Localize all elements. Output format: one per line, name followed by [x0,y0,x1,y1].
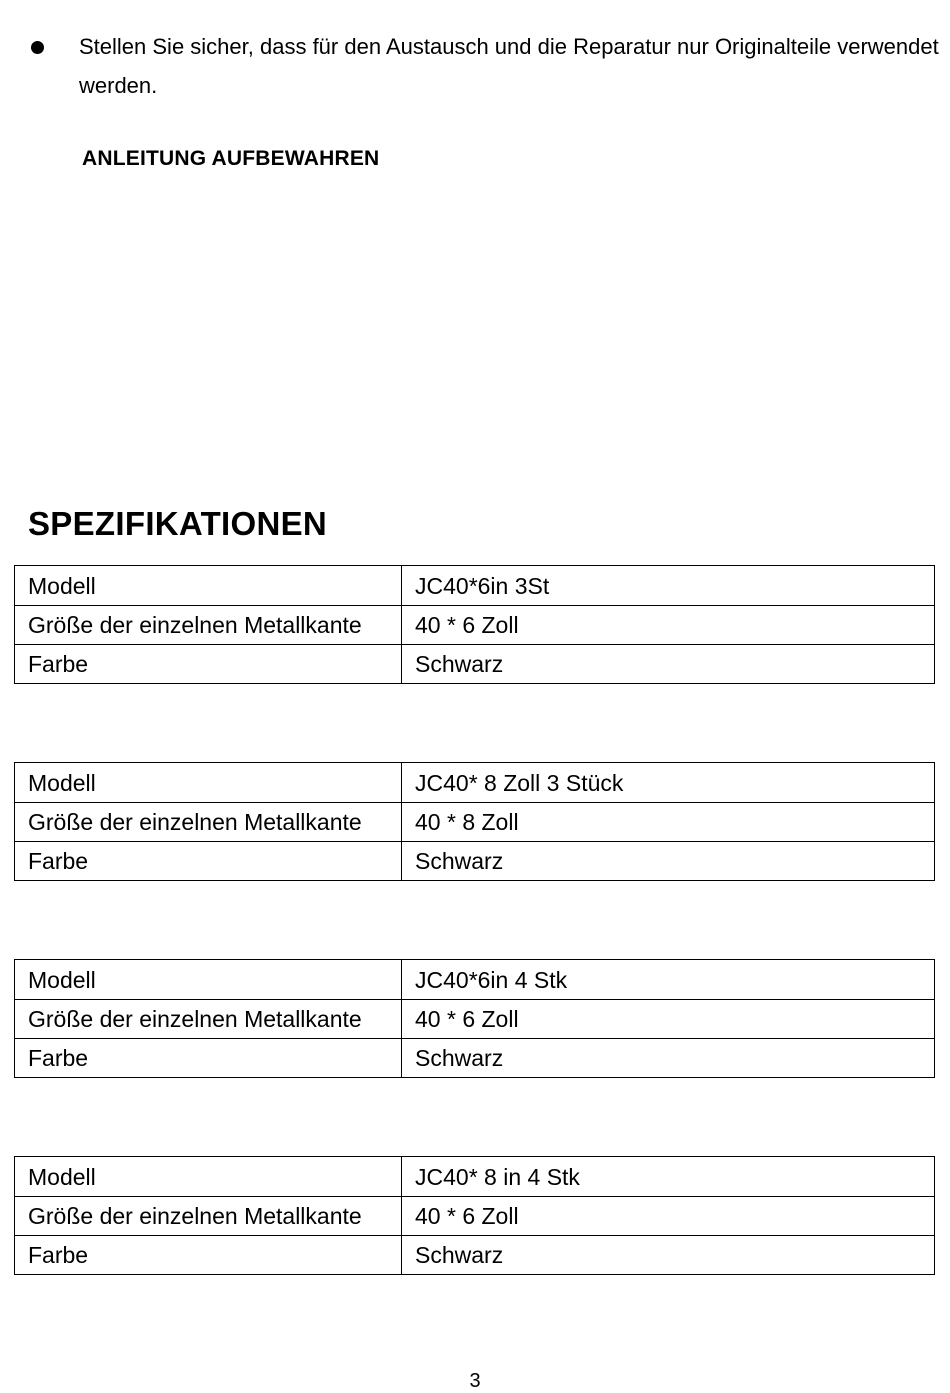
spec-table-1 [14,565,935,684]
color-value: Schwarz [402,645,935,684]
color-value: Schwarz [402,842,935,881]
color-value: Schwarz [402,1236,935,1275]
size-label: Größe der einzelnen Metallkante [15,1197,402,1236]
size-label: Größe der einzelnen Metallkante [15,1000,402,1039]
size-value: 40 * 6 Zoll [402,1197,935,1236]
color-label: Farbe [15,842,402,881]
table-row-color [15,1236,935,1275]
table-row-model [15,960,935,1000]
color-label: Farbe [15,645,402,684]
model-label: Modell [15,1157,402,1197]
color-label: Farbe [15,1236,402,1275]
color-label: Farbe [15,1039,402,1078]
size-value: 40 * 8 Zoll [402,803,935,842]
table-row-size [15,1000,935,1039]
table-row-size [15,1197,935,1236]
size-value: 40 * 6 Zoll [402,1000,935,1039]
model-label: Modell [15,763,402,803]
table-row-color [15,842,935,881]
table-row-color [15,1039,935,1078]
spec-table-2 [14,762,935,881]
table-row-size [15,606,935,645]
table-row-model [15,1157,935,1197]
size-label: Größe der einzelnen Metallkante [15,803,402,842]
table-row-color [15,645,935,684]
table-row-model [15,763,935,803]
size-label: Größe der einzelnen Metallkante [15,606,402,645]
bullet-icon [31,41,44,54]
color-value: Schwarz [402,1039,935,1078]
page-number: 3 [469,1370,481,1392]
model-value: JC40*6in 3St [402,566,935,606]
notice-bullet-text: Stellen Sie sicher, dass für den Austausch und die Reparatur nur Originalteile verwendet werden. [79,34,939,98]
spec-table-3 [14,959,935,1078]
size-value: 40 * 6 Zoll [402,606,935,645]
spec-table-4 [14,1156,935,1275]
model-value: JC40* 8 in 4 Stk [402,1157,935,1197]
model-label: Modell [15,566,402,606]
model-value: JC40*6in 4 Stk [402,960,935,1000]
table-row-size [15,803,935,842]
specifications-heading: SPEZIFIKATIONEN [28,505,328,542]
keep-instructions-notice: ANLEITUNG AUFBEWAHREN [82,147,380,170]
model-label: Modell [15,960,402,1000]
model-value: JC40* 8 Zoll 3 Stück [402,763,935,803]
table-row-model [15,566,935,606]
